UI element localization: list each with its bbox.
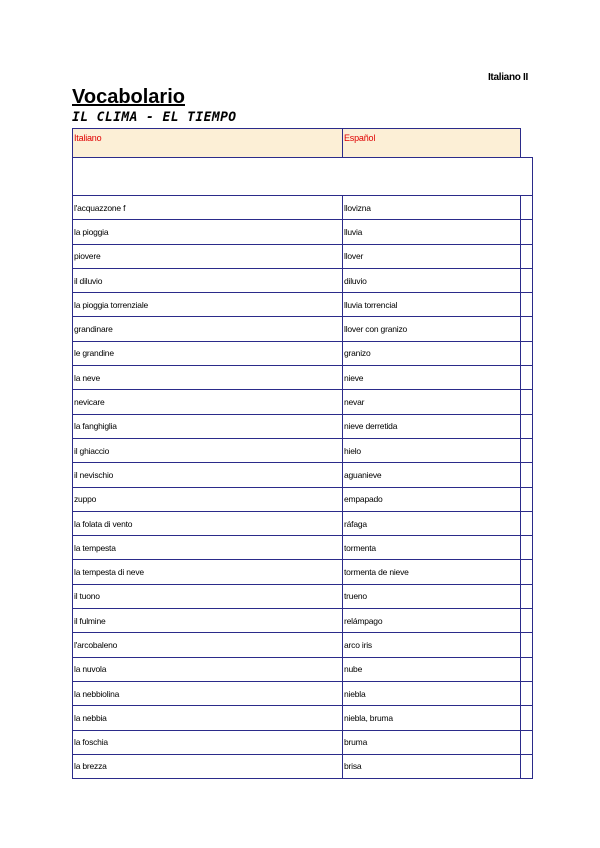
table-row xyxy=(73,730,533,754)
table-row xyxy=(73,657,533,681)
empty-cell xyxy=(521,341,533,365)
italian-term: il ghiaccio xyxy=(73,438,343,462)
empty-cell xyxy=(521,220,533,244)
table-row xyxy=(73,511,533,535)
empty-cell xyxy=(521,584,533,608)
table-row xyxy=(73,463,533,487)
empty-cell xyxy=(521,317,533,341)
italian-term: la fanghiglia xyxy=(73,414,343,438)
table-row xyxy=(73,317,533,341)
spanish-term: llovizna xyxy=(343,196,521,220)
table-row xyxy=(73,220,533,244)
italian-term: la nebbiolina xyxy=(73,681,343,705)
italian-term: la neve xyxy=(73,366,343,390)
empty-cell xyxy=(521,438,533,462)
spanish-term: nevar xyxy=(343,390,521,414)
italian-term: nevicare xyxy=(73,390,343,414)
table-row xyxy=(73,244,533,268)
empty-cell xyxy=(521,730,533,754)
italian-term: l'arcobaleno xyxy=(73,633,343,657)
empty-cell xyxy=(521,511,533,535)
empty-cell xyxy=(521,463,533,487)
spanish-term: arco iris xyxy=(343,633,521,657)
spanish-term: bruma xyxy=(343,730,521,754)
empty-cell xyxy=(521,196,533,220)
italian-term: zuppo xyxy=(73,487,343,511)
empty-cell xyxy=(521,706,533,730)
italian-term: il tuono xyxy=(73,584,343,608)
italian-term: la pioggia torrenziale xyxy=(73,293,343,317)
spanish-term: granizo xyxy=(343,341,521,365)
italian-term: la nuvola xyxy=(73,657,343,681)
spanish-term: relámpago xyxy=(343,609,521,633)
italian-term: il nevischio xyxy=(73,463,343,487)
course-label: Italiano II xyxy=(487,72,528,83)
table-header-row xyxy=(73,129,533,158)
table-row xyxy=(73,487,533,511)
table-row xyxy=(73,706,533,730)
spanish-term: trueno xyxy=(343,584,521,608)
page-subtitle: IL CLIMA - EL TIEMPO xyxy=(72,110,237,125)
spanish-term: nieve derretida xyxy=(343,414,521,438)
italian-term: l'acquazzone f xyxy=(73,196,343,220)
table-row xyxy=(73,609,533,633)
column-header-spanish: Español xyxy=(343,129,521,158)
italian-term: piovere xyxy=(73,244,343,268)
table-row xyxy=(73,754,533,778)
italian-term: la foschia xyxy=(73,730,343,754)
table-row xyxy=(73,633,533,657)
italian-term: la brezza xyxy=(73,754,343,778)
italian-term: grandinare xyxy=(73,317,343,341)
spanish-term: diluvio xyxy=(343,268,521,292)
spanish-term: aguanieve xyxy=(343,463,521,487)
spanish-term: tormenta de nieve xyxy=(343,560,521,584)
empty-cell xyxy=(521,536,533,560)
empty-cell xyxy=(521,414,533,438)
page-title: Vocabolario xyxy=(72,86,185,108)
spanish-term: brisa xyxy=(343,754,521,778)
empty-cell xyxy=(521,560,533,584)
spanish-term: nieve xyxy=(343,366,521,390)
spanish-term: nube xyxy=(343,657,521,681)
spanish-term: lluvia xyxy=(343,220,521,244)
spanish-term: niebla, bruma xyxy=(343,706,521,730)
empty-cell xyxy=(521,609,533,633)
italian-term: la tempesta xyxy=(73,536,343,560)
italian-term: il diluvio xyxy=(73,268,343,292)
table-row xyxy=(73,366,533,390)
header-gap-cell xyxy=(521,129,533,158)
italian-term: le grandine xyxy=(73,341,343,365)
table-row xyxy=(73,560,533,584)
empty-cell xyxy=(521,633,533,657)
table-row xyxy=(73,390,533,414)
vocabulary-table xyxy=(72,128,533,779)
italian-term: il fulmine xyxy=(73,609,343,633)
spanish-term: hielo xyxy=(343,438,521,462)
spanish-term: tormenta xyxy=(343,536,521,560)
italian-term: la tempesta di neve xyxy=(73,560,343,584)
table-row xyxy=(73,536,533,560)
table-row xyxy=(73,584,533,608)
column-header-italian: Italiano xyxy=(73,129,343,158)
empty-cell xyxy=(521,293,533,317)
spanish-term: llover con granizo xyxy=(343,317,521,341)
table-spacer-row xyxy=(73,158,533,196)
spanish-term: lluvia torrencial xyxy=(343,293,521,317)
empty-cell xyxy=(521,657,533,681)
italian-term: la pioggia xyxy=(73,220,343,244)
table-row xyxy=(73,681,533,705)
spanish-term: niebla xyxy=(343,681,521,705)
empty-cell xyxy=(521,244,533,268)
empty-cell xyxy=(521,681,533,705)
table-row xyxy=(73,414,533,438)
italian-term: la folata di vento xyxy=(73,511,343,535)
empty-cell xyxy=(521,268,533,292)
table-row xyxy=(73,196,533,220)
table-row xyxy=(73,293,533,317)
table-row xyxy=(73,268,533,292)
table-row xyxy=(73,341,533,365)
spanish-term: empapado xyxy=(343,487,521,511)
empty-cell xyxy=(521,390,533,414)
empty-cell xyxy=(521,366,533,390)
table-row xyxy=(73,438,533,462)
spanish-term: ráfaga xyxy=(343,511,521,535)
spanish-term: llover xyxy=(343,244,521,268)
italian-term: la nebbia xyxy=(73,706,343,730)
spacer-cell xyxy=(73,158,533,196)
empty-cell xyxy=(521,487,533,511)
empty-cell xyxy=(521,754,533,778)
